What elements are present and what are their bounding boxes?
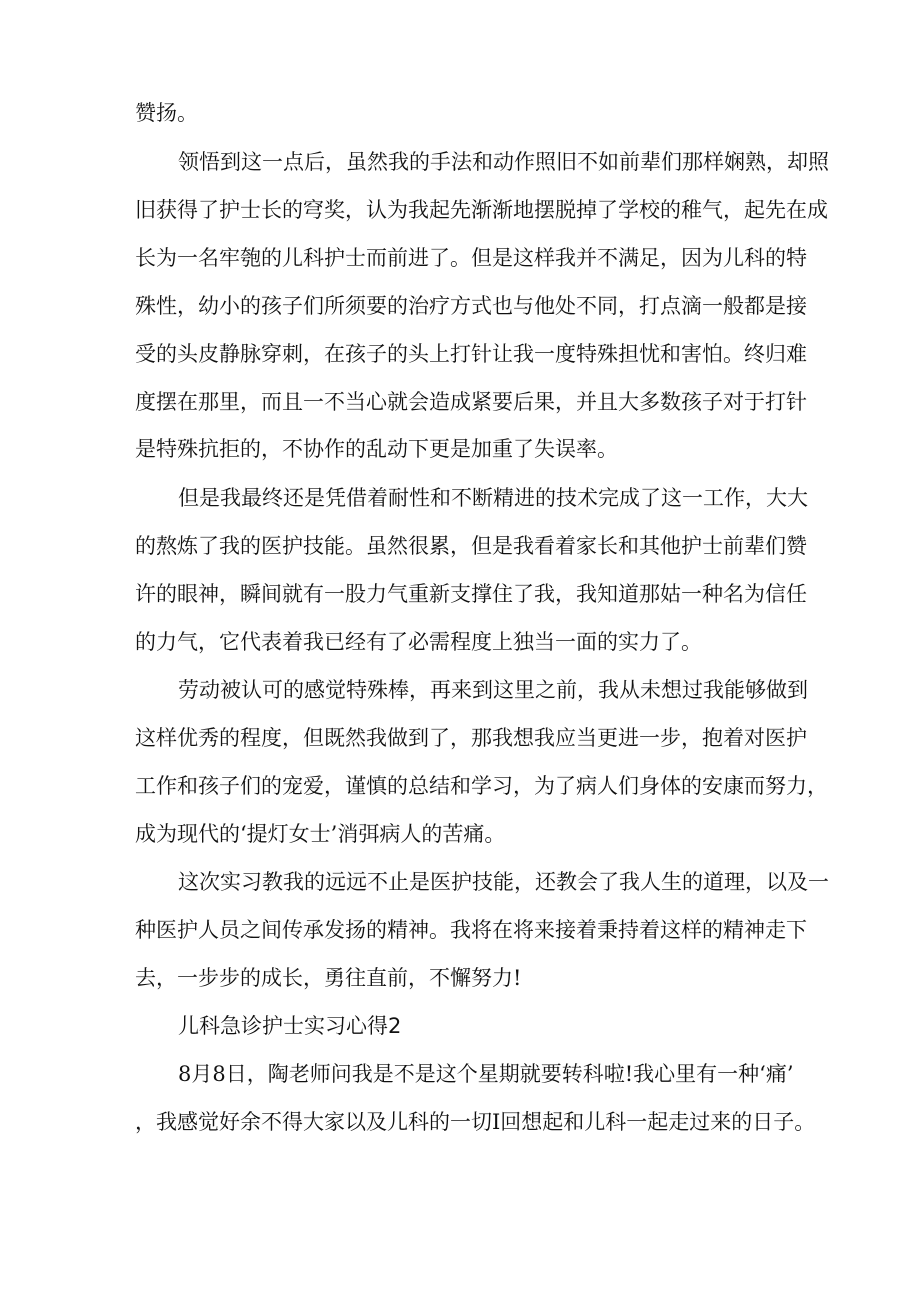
text-line: 种医护人员之间传承发扬的精神。我将在将来接着秉持着这样的精神走下 — [135, 918, 807, 942]
text-line: 的力气，它代表着我已经有了必需程度上独当一面的实力了。 — [135, 630, 702, 654]
text-line: 工作和孩子们的宠爱，谨慎的总结和学习，为了病人们身体的安康而努力， — [135, 774, 828, 798]
text-line: 的熬炼了我的医护技能。虽然很累，但是我看着家长和其他护士前辈们赞 — [135, 534, 807, 558]
text-line: 赞扬。 — [135, 101, 198, 125]
text-line: 旧获得了护士长的穹奖，认为我起先渐渐地摆脱掉了学校的稚气，起先在成 — [135, 198, 828, 222]
text-line: 去，一步步的成长，勇往直前，不懈努力! — [135, 966, 522, 990]
text-line: 是特殊抗拒的，不协作的乱动下更是加重了失误率。 — [135, 437, 618, 461]
paragraph-first-line: 劳动被认可的感觉特殊棒，再来到这里之前，我从未想过我能够做到 — [178, 678, 808, 702]
text-line: 这样优秀的程度，但既然我做到了，那我想我应当更进一步，抱着对医护 — [135, 726, 807, 750]
text-line: 许的眼神，瞬间就有一股力气重新支撑住了我，我知道那姑一种名为信任 — [135, 582, 807, 606]
text-line: 长为一名牢匏的儿科护士而前进了。但是这样我并不满足，因为儿科的特 — [135, 246, 807, 270]
text-line: ，我感觉好余不得大家以及儿科的一切I回想起和儿科一起走过来的日子。 — [135, 1110, 816, 1134]
text-line: 殊性，幼小的孩子们所须要的治疗方式也与他处不同，打点滴一般都是接 — [135, 294, 807, 318]
text-line: 受的头皮静脉穿刺，在孩子的头上打针让我一度特殊担忧和害怕。终归难 — [135, 342, 807, 366]
text-line: 成为现代的‘提灯女士’消弭病人的苦痛。 — [135, 822, 506, 846]
paragraph-first-line: 领悟到这一点后，虽然我的手法和动作照旧不如前辈们那样娴熟，却照 — [178, 150, 829, 174]
section-heading: 儿科急诊护士实习心得2 — [178, 1014, 402, 1038]
paragraph-first-line: 但是我最终还是凭借着耐性和不断精进的技术完成了这一工作，大大 — [178, 486, 808, 510]
text-line: 度摆在那里，而且一不当心就会造成紧要后果，并且大多数孩子对于打针 — [135, 390, 807, 414]
paragraph-first-line: 8月8日，陶老师问我是不是这个星期就要转科啦!我心里有一种‘痛’ — [178, 1062, 794, 1086]
paragraph-first-line: 这次实习教我的远远不止是医护技能，还教会了我人生的道理，以及一 — [178, 870, 829, 894]
